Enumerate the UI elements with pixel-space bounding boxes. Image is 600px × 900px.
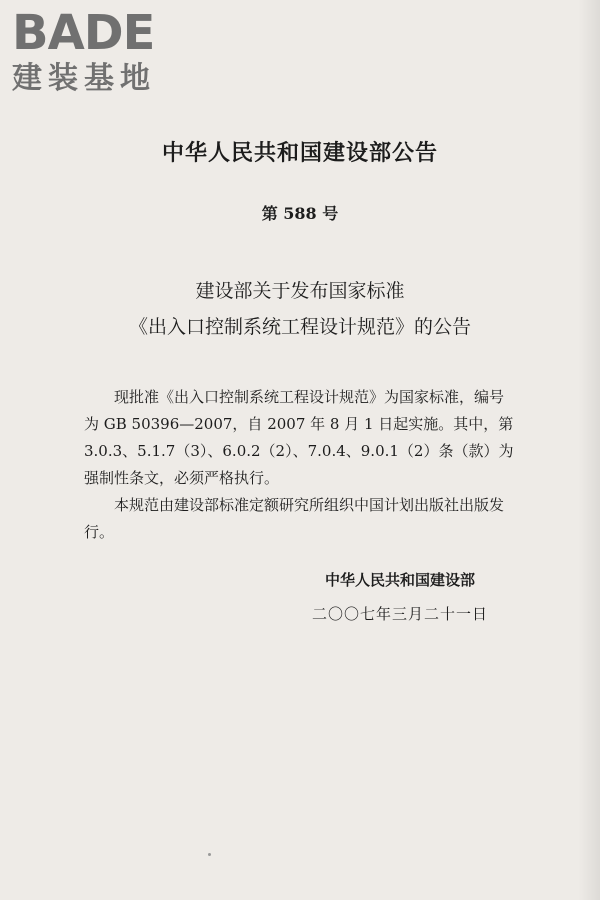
body-paragraph-1: 现批准《出入口控制系统工程设计规范》为国家标准，编号为 GB 50396—2007，自 2007 年 8 月 1 日起实施。其中，第 3.0.3、5.1.7（3）、6.0.2（2）、7.0.4、9.0.1（2）条（款）为强制性条文，必须严格执行。 bbox=[84, 388, 514, 487]
logo-tagline: 建装基地 bbox=[12, 61, 156, 96]
issuer-signature: 中华人民共和国建设部 bbox=[324, 571, 475, 589]
logo-brand: BADE bbox=[12, 5, 155, 61]
page-edge-shadow bbox=[578, 0, 600, 900]
scan-speck bbox=[208, 853, 211, 856]
announcement-title: 中华人民共和国建设部公告 bbox=[161, 140, 438, 166]
announcement-number: 第 588 号 bbox=[261, 204, 339, 223]
watermark-logo bbox=[12, 6, 177, 96]
body-paragraph-2: 本规范由建设部标准定额研究所组织中国计划出版社出版发行。 bbox=[84, 496, 505, 541]
announcement-subtitle-line2: 《出入口控制系统工程设计规范》的公告 bbox=[128, 316, 471, 338]
announcement-subtitle-line1: 建设部关于发布国家标准 bbox=[195, 280, 405, 302]
issue-date: 二〇〇七年三月二十一日 bbox=[311, 605, 488, 623]
